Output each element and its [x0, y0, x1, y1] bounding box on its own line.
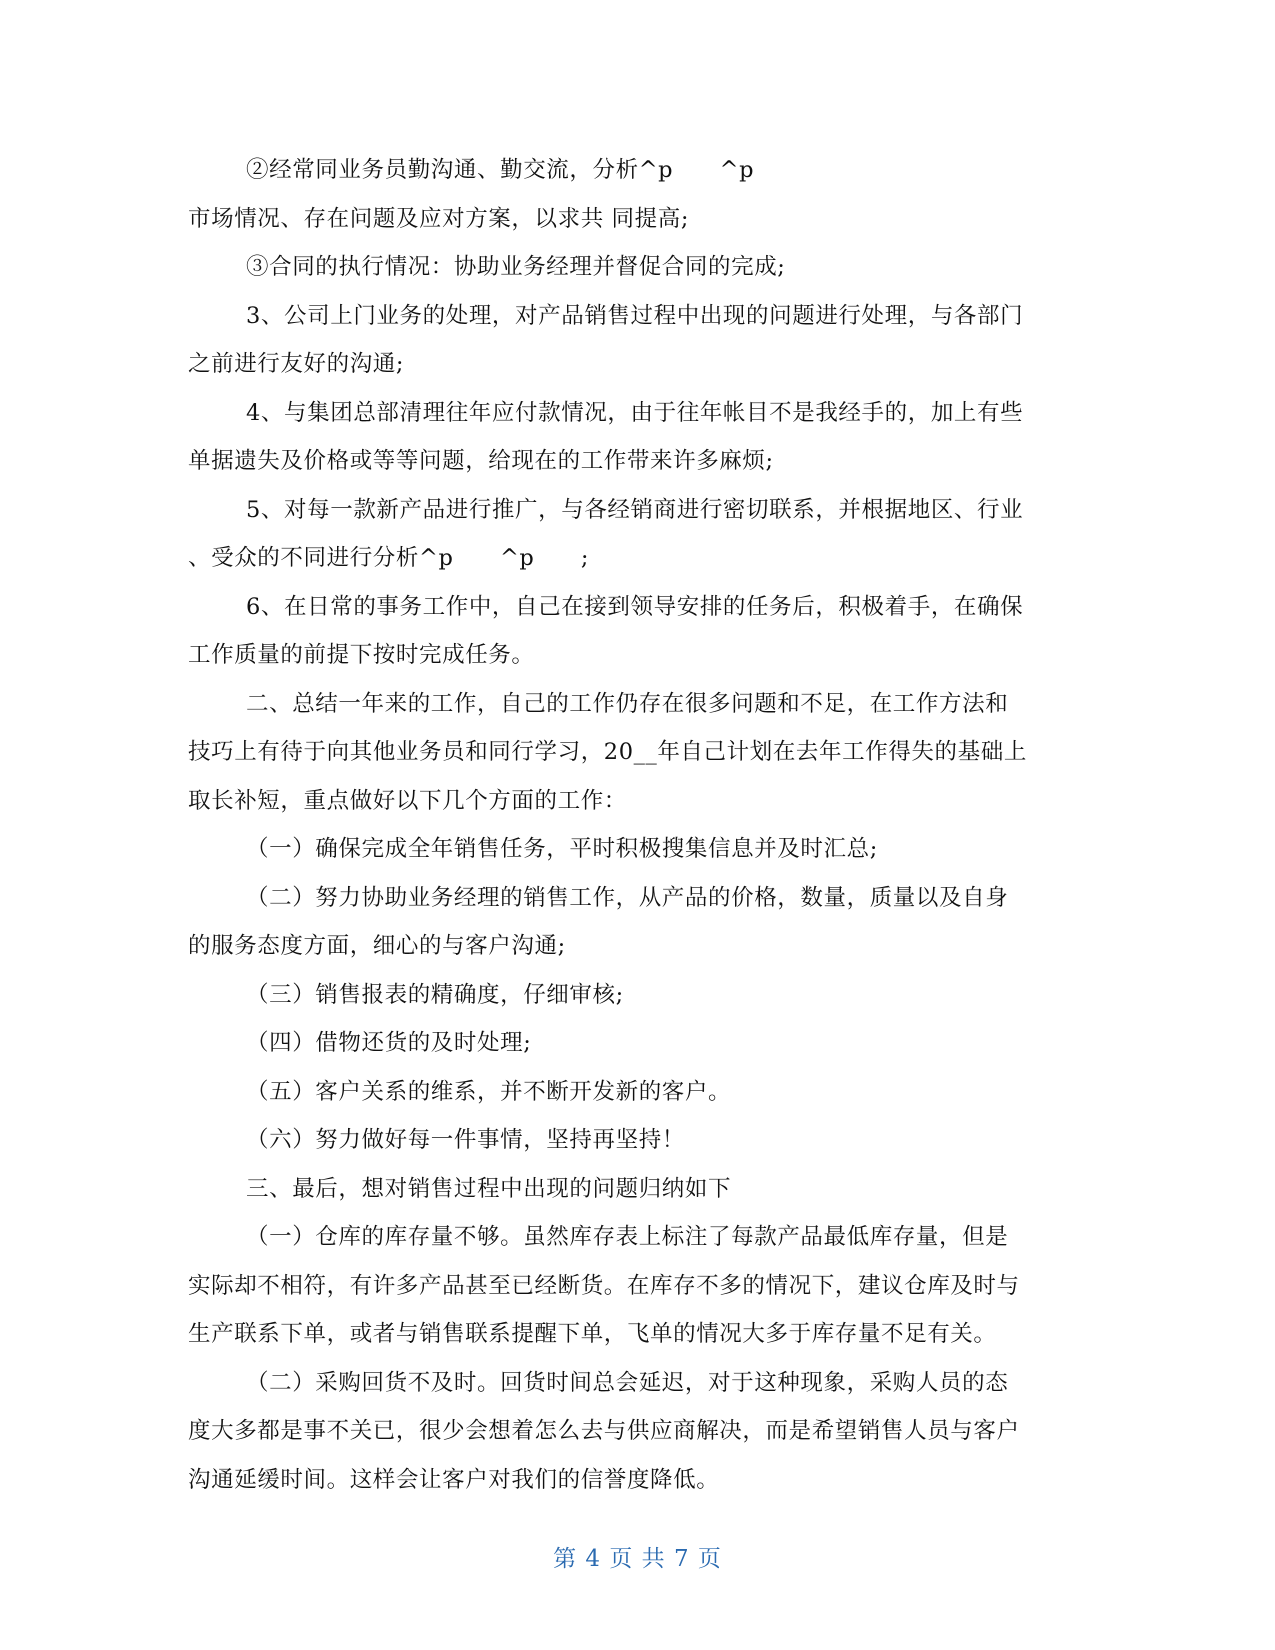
text-line: 实际却不相符，有许多产品甚至已经断货。在库存不多的情况下，建议仓库及时与	[188, 1272, 1020, 1299]
text-line: （一）仓库的库存量不够。虽然库存表上标注了每款产品最低库存量，但是	[246, 1224, 1009, 1250]
text-line: 三、最后，想对销售过程中出现的问题归纳如下	[246, 1175, 732, 1202]
text-line: 3、公司上门业务的处理，对产品销售过程中出现的问题进行处理，与各部门	[246, 302, 1024, 329]
text-line: 技巧上有待于向其他业务员和同行学习，20__年自己计划在去年工作得失的基础上	[188, 739, 1027, 765]
text-line: 的服务态度方面，细心的与客户沟通;	[188, 933, 566, 959]
text-line: 6、在日常的事务工作中，自己在接到领导安排的任务后，积极着手，在确保	[246, 593, 1024, 620]
text-line: 之前进行友好的沟通;	[188, 351, 405, 377]
text-line: （五）客户关系的维系，并不断开发新的客户。	[246, 1078, 732, 1105]
text-line: 二、总结一年来的工作，自己的工作仍存在很多问题和不足，在工作方法和	[246, 690, 1009, 717]
text-line: 4、与集团总部清理往年应付款情况，由于往年帐目不是我经手的，加上有些	[246, 399, 1024, 426]
text-line: 单据遗失及价格或等等问题，给现在的工作带来许多麻烦;	[188, 448, 774, 474]
text-line: 沟通延缓时间。这样会让客户对我们的信誉度降低。	[188, 1466, 720, 1493]
text-line: ②经常同业务员勤沟通、勤交流，分析^p ^p	[246, 157, 755, 183]
text-line: 取长补短，重点做好以下几个方面的工作：	[188, 787, 627, 814]
text-line: 生产联系下单，或者与销售联系提醒下单，飞单的情况大多于库存量不足有关。	[188, 1321, 997, 1347]
text-line: （三）销售报表的精确度，仔细审核;	[246, 981, 624, 1008]
text-line: （六）努力做好每一件事情，坚持再坚持！	[246, 1127, 685, 1153]
text-line: 5、对每一款新产品进行推广，与各经销商进行密切联系，并根据地区、行业	[246, 496, 1024, 523]
text-line: （四）借物还货的及时处理;	[246, 1030, 532, 1056]
text-line: （二）采购回货不及时。回货时间总会延迟，对于这种现象，采购人员的态	[246, 1369, 1009, 1396]
text-line: ③合同的执行情况：协助业务经理并督促合同的完成;	[246, 254, 786, 280]
text-line: 工作质量的前提下按时完成任务。	[188, 642, 535, 668]
text-line: （一）确保完成全年销售任务，平时积极搜集信息并及时汇总;	[246, 836, 878, 862]
document-body	[188, 146, 1088, 1504]
text-line: 、受众的不同进行分析^p ^p ;	[188, 545, 590, 571]
text-line: 度大多都是事不关已，很少会想着怎么去与供应商解决，而是希望销售人员与客户	[188, 1418, 1020, 1444]
text-line: （二）努力协助业务经理的销售工作，从产品的价格，数量，质量以及自身	[246, 884, 1009, 911]
text-line: 市场情况、存在问题及应对方案，以求共 同提高;	[188, 205, 690, 232]
page-number: 第 4 页 共 7 页	[553, 1546, 722, 1572]
